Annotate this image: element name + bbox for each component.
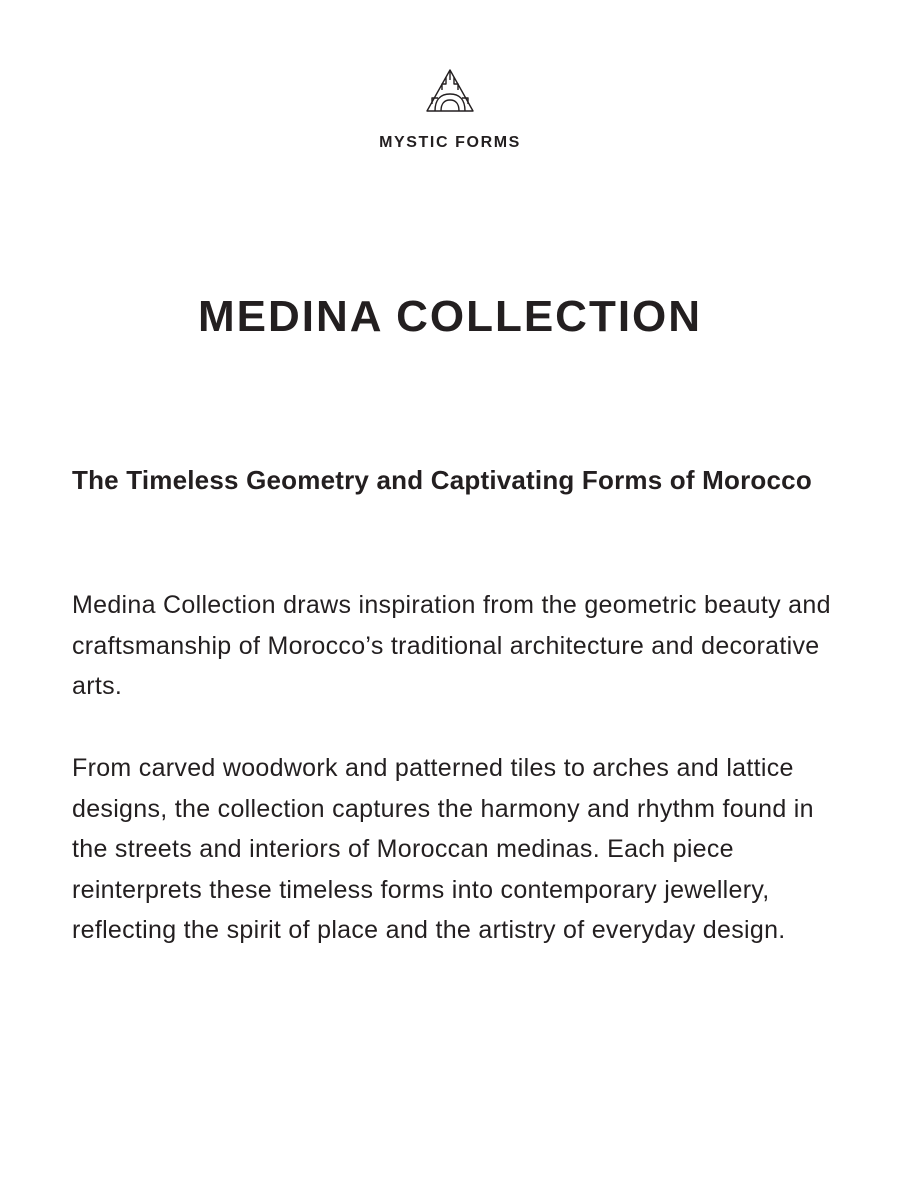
section-subtitle: The Timeless Geometry and Captivating Forms of Morocco <box>72 465 812 495</box>
brand-name: MYSTIC FORMS <box>379 134 521 151</box>
triangle-arch-icon <box>425 68 475 114</box>
intro-paragraph: Medina Collection draws inspiration from the geometric beauty and craftsmanship of Morocco’s traditional architecture and decorative arts. <box>72 591 831 700</box>
page-title: MEDINA COLLECTION <box>197 292 703 341</box>
description-paragraph: From carved woodwork and patterned tiles to arches and lattice designs, the collection captures the harmony and rhythm found in the streets and interiors of Moroccan medinas. Each piece reinterprets these timeless forms into contemporary jewellery, reflecting the spirit of place and the artistry of everyday design. <box>72 754 814 944</box>
brand-logo <box>0 68 900 114</box>
